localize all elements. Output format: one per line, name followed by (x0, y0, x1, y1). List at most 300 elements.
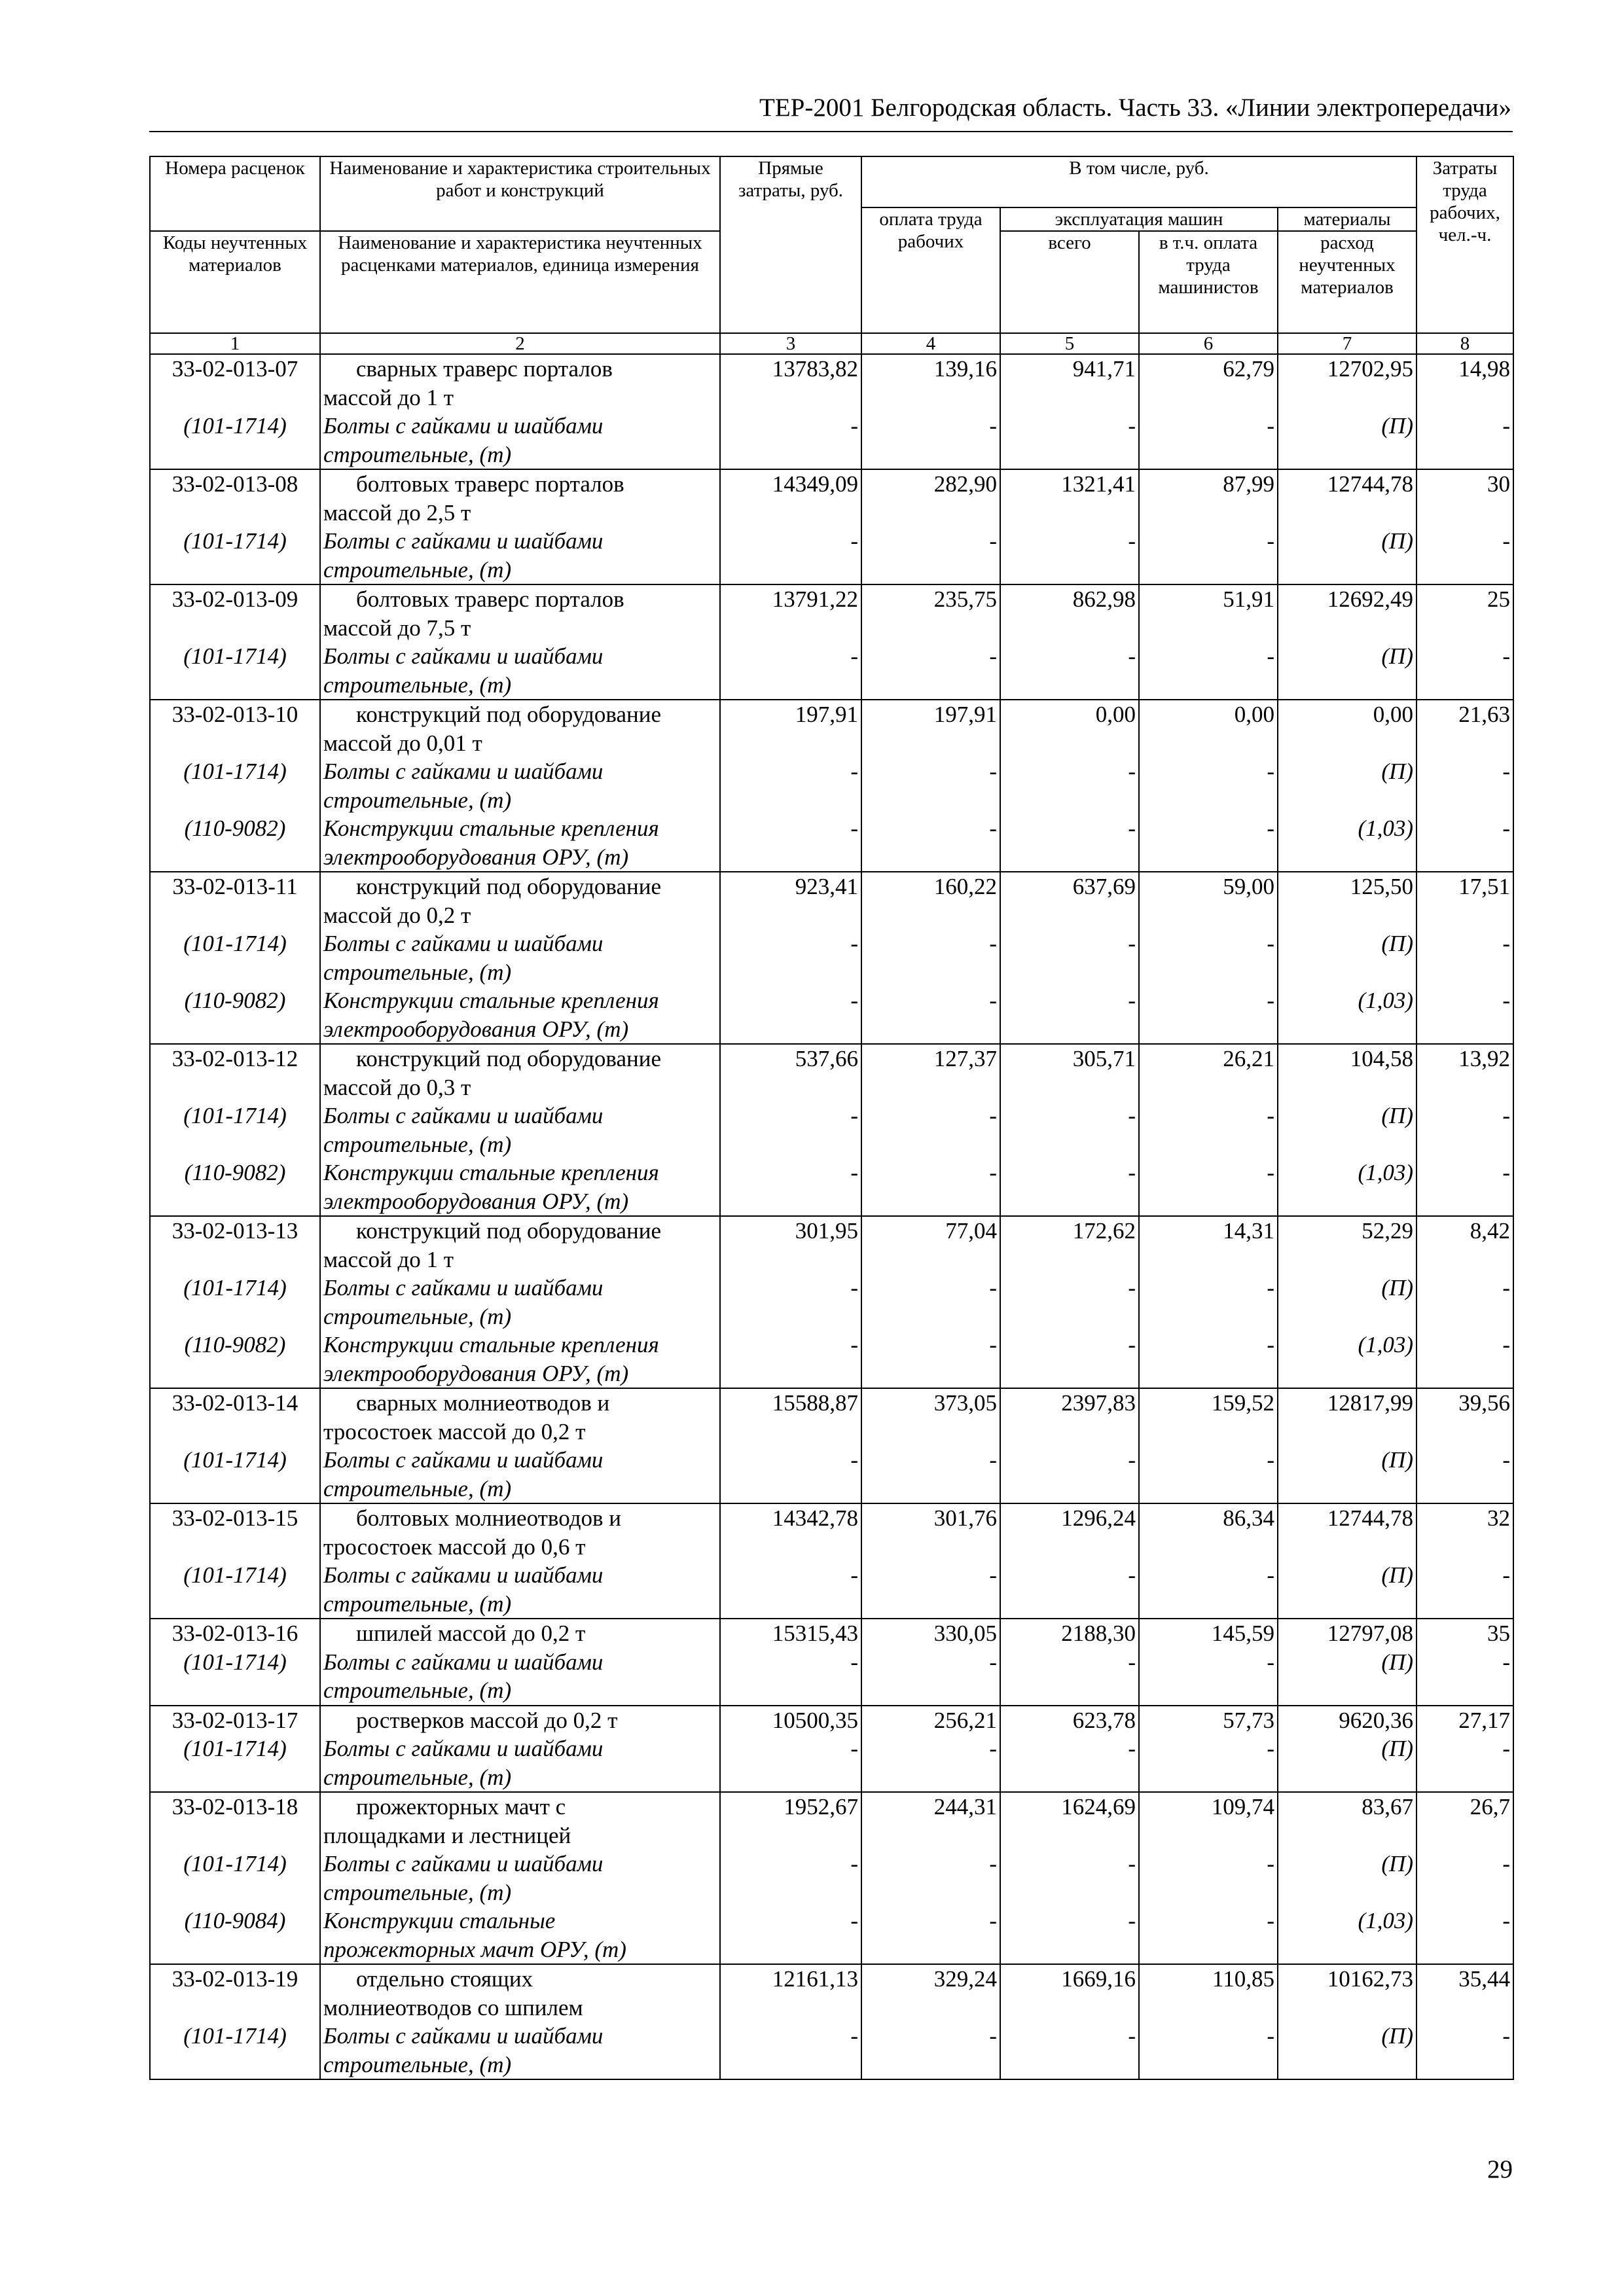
labor-costs-cell (1416, 1388, 1513, 1503)
spacer (865, 1015, 997, 1044)
dash: - (1267, 1332, 1274, 1357)
material-description: строительные, (т) (323, 441, 512, 467)
spacer (1142, 1359, 1274, 1388)
spacer (1142, 499, 1274, 528)
table-body (150, 354, 1513, 2079)
value: 13791,22 (772, 586, 858, 612)
dash: - (850, 1332, 858, 1357)
materials-cell (1278, 872, 1416, 1044)
work-description: массой до 7,5 т (323, 615, 471, 641)
spacer (153, 384, 317, 412)
spacer (723, 729, 858, 758)
dash: - (989, 1160, 997, 1185)
material-description: строительные, (т) (323, 1879, 512, 1905)
value: 125,50 (1350, 874, 1413, 899)
labor-pay-cell (861, 354, 1000, 469)
rate-code-cell (150, 1216, 320, 1388)
spacer (1003, 901, 1136, 930)
dash: - (989, 1562, 997, 1588)
table-row (150, 872, 1513, 1044)
materials-cell (1278, 1619, 1416, 1706)
dash: - (989, 816, 997, 841)
spacer (723, 1878, 858, 1907)
value: 59,00 (1223, 874, 1274, 899)
spacer (1142, 1246, 1274, 1274)
spacer (1420, 440, 1510, 469)
spacer (1420, 1130, 1510, 1159)
direct-costs-cell (720, 1792, 861, 1964)
value: 1321,41 (1061, 471, 1136, 497)
dash: - (850, 816, 858, 841)
value: 197,91 (933, 702, 997, 727)
dash: - (1128, 1275, 1136, 1300)
spacer (1003, 2051, 1136, 2079)
machine-total-cell (1000, 1964, 1139, 2079)
spacer (153, 499, 317, 528)
material-code: (101-1714) (183, 528, 287, 554)
labor-pay-cell (861, 1388, 1000, 1503)
spacer (1142, 1015, 1274, 1044)
spacer (1142, 614, 1274, 643)
labor-costs-cell (1416, 700, 1513, 872)
description-cell (320, 354, 720, 469)
dash: - (1128, 1103, 1136, 1128)
spacer (723, 958, 858, 987)
spacer (1003, 1130, 1136, 1159)
spacer (1142, 1073, 1274, 1102)
work-description: массой до 0,01 т (323, 730, 482, 756)
column-numbers-row (150, 333, 1513, 354)
table-row (150, 469, 1513, 584)
material-description: Болты с гайками и шайбами (323, 1649, 604, 1675)
spacer (723, 1533, 858, 1562)
spacer (153, 1302, 317, 1331)
machine-total-cell (1000, 1216, 1139, 1388)
spacer (1003, 1187, 1136, 1216)
dash: - (1502, 1562, 1510, 1588)
dash: - (1502, 1447, 1510, 1473)
spacer (1420, 1533, 1510, 1562)
dash: - (1267, 1103, 1274, 1128)
materials-cell (1278, 1388, 1416, 1503)
description-cell (320, 1044, 720, 1216)
dash: - (1267, 816, 1274, 841)
dash: - (1502, 1649, 1510, 1675)
spacer (153, 1475, 317, 1503)
labor-costs-cell (1416, 1216, 1513, 1388)
spacer (1420, 556, 1510, 584)
spacer (1003, 1302, 1136, 1331)
spacer (1142, 1130, 1274, 1159)
spacer (1003, 1590, 1136, 1619)
spacer (723, 1590, 858, 1619)
spacer (1281, 499, 1413, 528)
material-description: Болты с гайками и шайбами (323, 759, 604, 784)
column-number: 2 (320, 333, 720, 354)
spacer (1281, 729, 1413, 758)
work-description: массой до 1 т (323, 384, 454, 410)
spacer (1142, 1475, 1274, 1503)
spacer (723, 1302, 858, 1331)
value: 27,17 (1458, 1707, 1510, 1733)
table-row (150, 1619, 1513, 1706)
spacer (153, 1418, 317, 1446)
machine-total-cell (1000, 872, 1139, 1044)
material-description: электрооборудования ОРУ, (т) (323, 1360, 629, 1386)
description-cell (320, 1388, 720, 1503)
value: 17,51 (1458, 874, 1510, 899)
spacer (1281, 1590, 1413, 1619)
material-code: (101-1714) (183, 1562, 287, 1588)
rate-code: 33-02-013-07 (171, 356, 298, 382)
spacer (1142, 1590, 1274, 1619)
material-quantity: (П) (1381, 759, 1413, 784)
material-description: электрооборудования ОРУ, (т) (323, 1016, 629, 1042)
value: 0,00 (1373, 702, 1413, 727)
spacer (1142, 1187, 1274, 1216)
dash: - (989, 528, 997, 554)
dash: - (1267, 1275, 1274, 1300)
rate-code: 33-02-013-08 (171, 471, 298, 497)
material-code: (101-1714) (183, 931, 287, 956)
work-description: прожекторных мачт с (356, 1794, 566, 1820)
dash: - (850, 1851, 858, 1876)
spacer (153, 1359, 317, 1388)
dash: - (1128, 1332, 1136, 1357)
spacer (1142, 1533, 1274, 1562)
work-description: массой до 1 т (323, 1246, 454, 1272)
dash: - (1128, 1160, 1136, 1185)
dash: - (850, 1562, 858, 1588)
machine-total-cell (1000, 1044, 1139, 1216)
dash: - (989, 988, 997, 1013)
spacer (153, 2051, 317, 2079)
spacer (1420, 1418, 1510, 1446)
column-number: 1 (150, 333, 320, 354)
spacer (1420, 1302, 1510, 1331)
spacer (723, 440, 858, 469)
dash: - (1502, 1332, 1510, 1357)
material-description: строительные, (т) (323, 1303, 512, 1329)
value: 110,85 (1212, 1966, 1274, 1992)
dash: - (989, 931, 997, 956)
spacer (1142, 901, 1274, 930)
materials-cell (1278, 700, 1416, 872)
material-code: (110-9082) (184, 1332, 286, 1357)
direct-costs-cell (720, 1503, 861, 1619)
spacer (153, 729, 317, 758)
spacer (865, 1418, 997, 1446)
material-quantity: (П) (1381, 1649, 1413, 1675)
value: 39,56 (1458, 1390, 1510, 1416)
rate-code-cell (150, 1503, 320, 1619)
spacer (1281, 1187, 1413, 1216)
column-number: 5 (1000, 333, 1139, 354)
dash: - (1267, 1736, 1274, 1761)
table-row (150, 700, 1513, 872)
dash: - (1128, 816, 1136, 841)
dash: - (989, 1649, 997, 1675)
dash: - (1267, 413, 1274, 439)
value: 51,91 (1223, 586, 1274, 612)
labor-costs-cell (1416, 1706, 1513, 1793)
material-quantity: (1,03) (1358, 988, 1413, 1013)
machinist-pay-cell (1139, 1503, 1278, 1619)
spacer (153, 556, 317, 584)
spacer (1281, 1359, 1413, 1388)
spacer (1142, 1763, 1274, 1792)
work-description: массой до 0,3 т (323, 1074, 471, 1100)
header-material-codes: Коды неучтенных материалов (150, 231, 320, 333)
material-description: электрооборудования ОРУ, (т) (323, 1188, 629, 1214)
spacer (153, 786, 317, 815)
spacer (1142, 2051, 1274, 2079)
spacer (865, 958, 997, 987)
table-row (150, 1388, 1513, 1503)
work-description: болтовых траверс порталов (356, 586, 624, 612)
material-code: (110-9082) (184, 1160, 286, 1185)
spacer (1003, 614, 1136, 643)
materials-cell (1278, 584, 1416, 700)
material-code: (101-1714) (183, 1103, 287, 1128)
spacer (723, 1130, 858, 1159)
value: 30 (1487, 471, 1510, 497)
material-description: Болты с гайками и шайбами (323, 1851, 604, 1876)
spacer (865, 1676, 997, 1705)
table-row (150, 1503, 1513, 1619)
material-description: Болты с гайками и шайбами (323, 643, 604, 669)
material-quantity: (П) (1381, 1275, 1413, 1300)
value: 14349,09 (772, 471, 858, 497)
dash: - (1502, 1736, 1510, 1761)
spacer (865, 2051, 997, 2079)
spacer (1420, 384, 1510, 412)
table-row (150, 1216, 1513, 1388)
machinist-pay-cell (1139, 1964, 1278, 2079)
spacer (153, 1878, 317, 1907)
value: 623,78 (1072, 1707, 1136, 1733)
dash: - (1267, 1908, 1274, 1933)
material-description: электрооборудования ОРУ, (т) (323, 844, 629, 870)
labor-pay-cell (861, 1706, 1000, 1793)
value: 25 (1487, 586, 1510, 612)
value: 86,34 (1223, 1505, 1274, 1531)
work-description: тросостоек массой до 0,6 т (323, 1534, 586, 1560)
material-description: Болты с гайками и шайбами (323, 1275, 604, 1300)
spacer (723, 384, 858, 412)
spacer (723, 1246, 858, 1274)
value: 57,73 (1223, 1707, 1274, 1733)
material-code: (101-1714) (183, 759, 287, 784)
header-work-name: Наименование и характеристика строительных работ и конструкций (320, 156, 720, 231)
machinist-pay-cell (1139, 1706, 1278, 1793)
spacer (723, 843, 858, 872)
value: 139,16 (933, 356, 997, 382)
value: 1952,67 (784, 1794, 858, 1820)
spacer (1003, 1878, 1136, 1907)
spacer (1420, 1475, 1510, 1503)
dash: - (1502, 1160, 1510, 1185)
value: 8,42 (1470, 1218, 1510, 1244)
spacer (1281, 786, 1413, 815)
material-code: (110-9082) (184, 988, 286, 1013)
work-description: конструкций под оборудование (356, 1218, 662, 1244)
material-quantity: (1,03) (1358, 1332, 1413, 1357)
material-description: Конструкции стальные крепления (323, 1332, 659, 1357)
value: 14,31 (1223, 1218, 1274, 1244)
value: 35,44 (1458, 1966, 1510, 1992)
material-description: Болты с гайками и шайбами (323, 1736, 604, 1761)
spacer (1142, 729, 1274, 758)
rate-code: 33-02-013-17 (171, 1707, 298, 1733)
work-description: болтовых траверс порталов (356, 471, 624, 497)
spacer (865, 786, 997, 815)
spacer (865, 1302, 997, 1331)
value: 159,52 (1211, 1390, 1274, 1416)
rate-code: 33-02-013-10 (171, 702, 298, 727)
machine-total-cell (1000, 1388, 1139, 1503)
price-table (149, 156, 1514, 2080)
dash: - (1267, 1851, 1274, 1876)
value: 862,98 (1072, 586, 1136, 612)
spacer (1281, 1676, 1413, 1705)
value: 109,74 (1211, 1794, 1274, 1820)
dash: - (1128, 643, 1136, 669)
dash: - (1267, 1160, 1274, 1185)
material-quantity: (П) (1381, 413, 1413, 439)
work-description: конструкций под оборудование (356, 1046, 662, 1071)
work-description: сварных молниеотводов и (356, 1390, 610, 1416)
value: 12797,08 (1327, 1621, 1413, 1646)
dash: - (1502, 528, 1510, 554)
spacer (865, 671, 997, 700)
materials-cell (1278, 1216, 1416, 1388)
spacer (153, 901, 317, 930)
dash: - (850, 1447, 858, 1473)
value: 52,29 (1362, 1218, 1413, 1244)
spacer (1420, 786, 1510, 815)
spacer (1420, 1015, 1510, 1044)
value: 12744,78 (1327, 471, 1413, 497)
spacer (153, 1590, 317, 1619)
value: 21,63 (1458, 702, 1510, 727)
machinist-pay-cell (1139, 1388, 1278, 1503)
value: 87,99 (1223, 471, 1274, 497)
description-cell (320, 872, 720, 1044)
spacer (865, 1246, 997, 1274)
dash: - (850, 643, 858, 669)
spacer (1003, 440, 1136, 469)
machinist-pay-cell (1139, 1619, 1278, 1706)
machinist-pay-cell (1139, 872, 1278, 1044)
labor-costs-cell (1416, 1792, 1513, 1964)
labor-costs-cell (1416, 1044, 1513, 1216)
dash: - (1502, 1103, 1510, 1128)
spacer (1003, 1994, 1136, 2022)
value: 1669,16 (1061, 1966, 1136, 1992)
dash: - (1128, 413, 1136, 439)
machinist-pay-cell (1139, 469, 1278, 584)
material-description: строительные, (т) (323, 1677, 512, 1703)
dash: - (1128, 1562, 1136, 1588)
value: 12161,13 (772, 1966, 858, 1992)
labor-pay-cell (861, 1503, 1000, 1619)
spacer (865, 1935, 997, 1964)
value: 172,62 (1072, 1218, 1136, 1244)
header-direct-costs: Прямые затраты, руб. (720, 156, 861, 333)
dash: - (850, 1103, 858, 1128)
material-description: строительные, (т) (323, 1475, 512, 1501)
spacer (723, 1994, 858, 2022)
machinist-pay-cell (1139, 354, 1278, 469)
dash: - (989, 1103, 997, 1128)
value: 26,7 (1470, 1794, 1510, 1820)
spacer (1003, 843, 1136, 872)
value: 160,22 (933, 874, 997, 899)
work-description: тросостоек массой до 0,2 т (323, 1418, 586, 1444)
spacer (153, 1130, 317, 1159)
spacer (1142, 1418, 1274, 1446)
labor-pay-cell (861, 1964, 1000, 2079)
dash: - (989, 1447, 997, 1473)
dash: - (850, 528, 858, 554)
labor-costs-cell (1416, 584, 1513, 700)
spacer (1281, 1763, 1413, 1792)
rate-code: 33-02-013-12 (171, 1046, 298, 1071)
rate-code: 33-02-013-16 (171, 1621, 298, 1646)
spacer (723, 614, 858, 643)
header-including: В том числе, руб. (861, 156, 1416, 207)
labor-costs-cell (1416, 1964, 1513, 2079)
value: 0,00 (1095, 702, 1136, 727)
dash: - (850, 2023, 858, 2049)
spacer (1142, 556, 1274, 584)
dash: - (1502, 931, 1510, 956)
header-material-names: Наименование и характеристика неучтенных расценками материалов, единица измерения (320, 231, 720, 333)
spacer (1142, 786, 1274, 815)
material-description: Конструкции стальные (323, 1908, 556, 1933)
rate-code-cell (150, 872, 320, 1044)
rate-code: 33-02-013-19 (171, 1966, 298, 1992)
materials-cell (1278, 1964, 1416, 2079)
work-description: болтовых молниеотводов и (356, 1505, 622, 1531)
dash: - (989, 1908, 997, 1933)
spacer (153, 671, 317, 700)
spacer (1420, 729, 1510, 758)
materials-cell (1278, 469, 1416, 584)
spacer (723, 1015, 858, 1044)
spacer (1003, 556, 1136, 584)
description-cell (320, 1503, 720, 1619)
machinist-pay-cell (1139, 1792, 1278, 1964)
dash: - (850, 1908, 858, 1933)
labor-pay-cell (861, 1044, 1000, 1216)
header-rule (149, 131, 1513, 132)
value: 637,69 (1072, 874, 1136, 899)
rate-code-cell (150, 1619, 320, 1706)
spacer (865, 1359, 997, 1388)
direct-costs-cell (720, 469, 861, 584)
machine-total-cell (1000, 1503, 1139, 1619)
material-quantity: (П) (1381, 1447, 1413, 1473)
value: 305,71 (1072, 1046, 1136, 1071)
header-labor-pay: оплата труда рабочих (861, 207, 1000, 333)
header-machinist-pay: в т.ч. оплата труда машинистов (1139, 231, 1278, 333)
spacer (1281, 1935, 1413, 1964)
spacer (865, 1187, 997, 1216)
spacer (865, 384, 997, 412)
value: 197,91 (795, 702, 858, 727)
